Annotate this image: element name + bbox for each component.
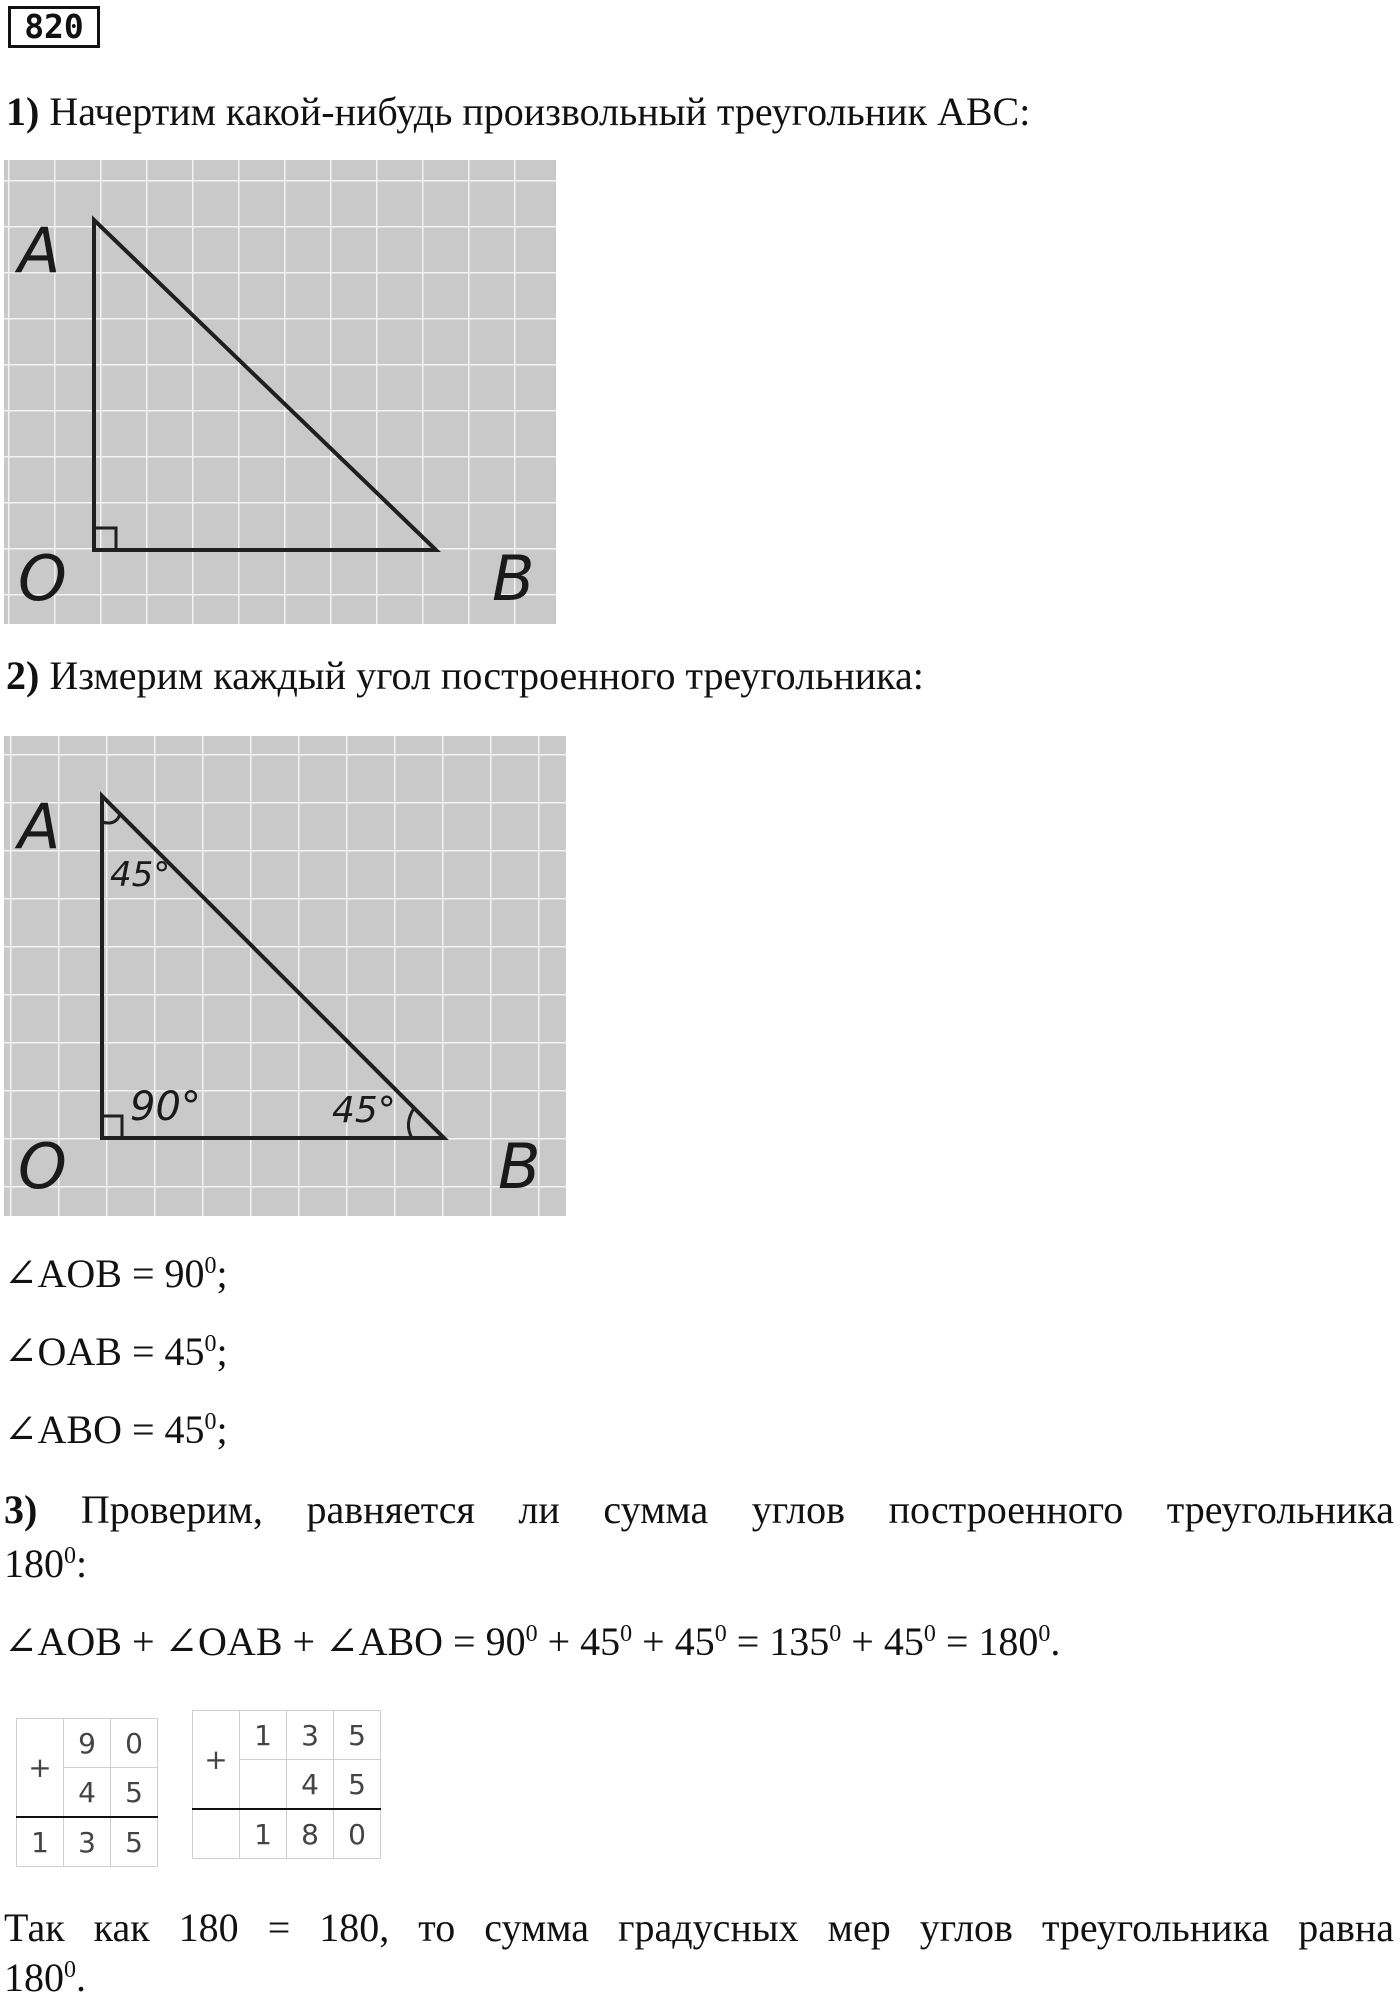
- problem-number: 820: [8, 6, 100, 48]
- equation-part: = 180: [935, 1619, 1039, 1664]
- degree-superscript: 0: [923, 1621, 936, 1647]
- digit-cell: 3: [64, 1817, 111, 1867]
- digit-cell: 1: [240, 1711, 287, 1760]
- angle-value-b: 45°: [332, 1090, 396, 1131]
- angle-value-o: 90°: [130, 1084, 201, 1130]
- step-3-number: 3): [4, 1487, 38, 1532]
- digit-cell: 5: [111, 1817, 158, 1867]
- plus-sign: +: [17, 1719, 64, 1818]
- degree-superscript: 0: [620, 1621, 633, 1647]
- vertex-label-a: A: [18, 790, 61, 863]
- digit-cell: 1: [240, 1809, 287, 1859]
- step-1-number: 1): [6, 89, 40, 134]
- triangle-photo-1: [4, 160, 556, 624]
- angle-oab-tail: ;: [216, 1329, 228, 1374]
- column-addition-table-1: [16, 1718, 158, 1867]
- step-3-tail: :: [76, 1541, 88, 1586]
- step-1-description: Начертим какой-нибудь произвольный треугольник ABC:: [39, 89, 1031, 134]
- equation-part: .: [1050, 1619, 1061, 1664]
- degree-superscript: 0: [714, 1621, 727, 1647]
- angle-abo: [4, 1406, 228, 1454]
- degree-superscript: 0: [204, 1409, 217, 1435]
- digit-cell: [240, 1760, 287, 1810]
- angle-aob: [4, 1250, 228, 1298]
- degree-superscript: 0: [829, 1621, 842, 1647]
- angle-aob-text: ∠AOB = 90: [4, 1251, 205, 1296]
- digit-cell: 3: [287, 1711, 334, 1760]
- plus-sign: +: [193, 1711, 240, 1810]
- conclusion-line-2: [4, 1954, 86, 2002]
- column-addition-1: [16, 1718, 158, 1867]
- digit-cell: 4: [287, 1760, 334, 1810]
- degree-superscript: 0: [204, 1253, 217, 1279]
- degree-superscript: 0: [64, 1957, 76, 1983]
- conclusion-line-1: Так как 180 = 180, то сумма градусных мер углов треугольника равна: [4, 1905, 1394, 1950]
- angle-sum-equation: [4, 1618, 1060, 1666]
- triangle-figure-2: [4, 736, 566, 1216]
- equation-part: + 45: [841, 1619, 924, 1664]
- angle-aob-tail: ;: [216, 1251, 228, 1296]
- angle-oab: [4, 1328, 228, 1376]
- triangle-photo-2: [4, 736, 566, 1216]
- digit-cell: 9: [64, 1719, 111, 1768]
- column-addition-2: [192, 1710, 381, 1859]
- vertex-label-o: O: [18, 542, 67, 615]
- step-2-description: Измерим каждый угол построенного треугольника:: [39, 653, 924, 698]
- step-3-description: Проверим, равняется ли сумма углов построенного треугольника: [37, 1487, 1394, 1532]
- conclusion-tail: .: [76, 1955, 86, 2000]
- digit-cell: 5: [334, 1760, 381, 1810]
- angle-abo-text: ∠ABO = 45: [4, 1407, 205, 1452]
- degree-superscript: 0: [204, 1331, 217, 1357]
- equation-part: + 45: [537, 1619, 621, 1664]
- equation-part: + 45: [632, 1619, 715, 1664]
- digit-cell: [193, 1809, 240, 1859]
- vertex-label-b: B: [498, 1130, 541, 1203]
- equation-part: = 135: [726, 1619, 830, 1664]
- digit-cell: 5: [111, 1768, 158, 1818]
- equation-part: ∠AOB + ∠OAB + ∠ABO = 90: [4, 1619, 526, 1664]
- digit-cell: 1: [17, 1817, 64, 1867]
- angle-value-a: 45°: [110, 855, 171, 895]
- degree-superscript: 0: [64, 1543, 76, 1569]
- step-3-continuation: [4, 1540, 87, 1588]
- vertex-label-o: O: [18, 1130, 67, 1203]
- digit-cell: 5: [334, 1711, 381, 1760]
- step-1-text: [6, 88, 1030, 136]
- step-2-text: [6, 652, 924, 700]
- vertex-label-b: B: [492, 542, 535, 615]
- step-3-text: [4, 1486, 1394, 1534]
- conclusion-value: 180: [4, 1955, 64, 2000]
- step-3-value: 180: [4, 1541, 64, 1586]
- digit-cell: 4: [64, 1768, 111, 1818]
- angle-oab-text: ∠OAB = 45: [4, 1329, 205, 1374]
- angle-abo-tail: ;: [216, 1407, 228, 1452]
- column-addition-table-2: [192, 1710, 381, 1859]
- degree-superscript: 0: [525, 1621, 538, 1647]
- vertex-label-a: A: [18, 214, 61, 287]
- digit-cell: 0: [111, 1719, 158, 1768]
- triangle-figure-1: [4, 160, 556, 624]
- digit-cell: 8: [287, 1809, 334, 1859]
- step-2-number: 2): [6, 653, 40, 698]
- digit-cell: 0: [334, 1809, 381, 1859]
- degree-superscript: 0: [1038, 1621, 1051, 1647]
